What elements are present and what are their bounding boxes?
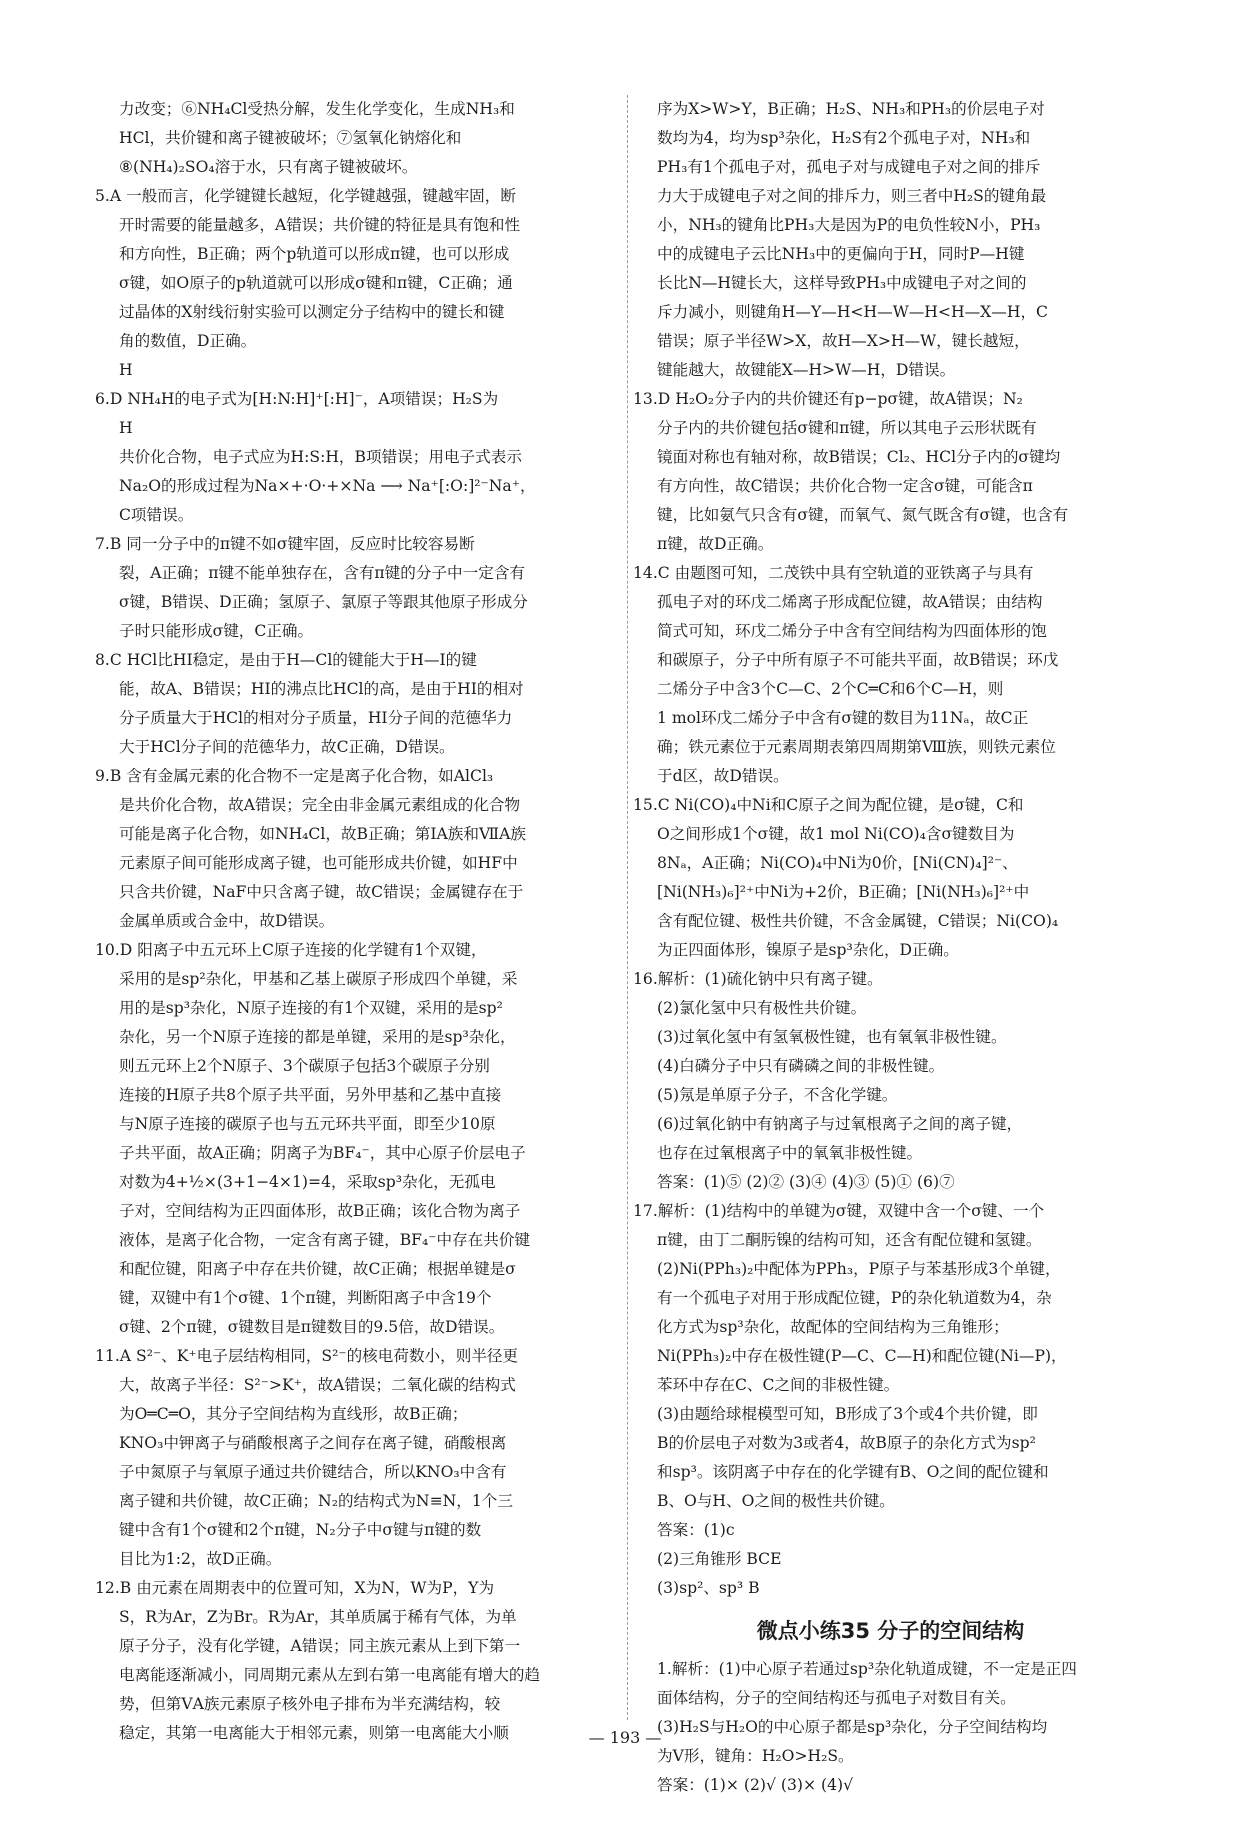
page-number: — 193 — <box>588 1728 662 1747</box>
text-line: 16.解析：(1)硫化钠中只有离子键。 <box>633 970 883 988</box>
right-column <box>633 95 1148 1800</box>
text-line: 力大于成键电子对之间的排斥力，则三者中H₂S的键角最 <box>657 187 1047 205</box>
text-line: 8.C HCl比HI稳定，是由于H—Cl的键能大于H—I的键 <box>95 651 477 669</box>
text-line: π键，由丁二酮肟镍的结构可知，还含有配位键和氢键。 <box>657 1231 1042 1249</box>
text-line: (6)过氧化钠中有钠离子与过氧根离子之间的离子键， <box>657 1115 1023 1133</box>
text-line: O之间形成1个σ键，故1 mol Ni(CO)₄含σ键数目为 <box>657 825 1015 843</box>
text-line: 答案：(1)× (2)√ (3)× (4)√ <box>657 1776 854 1794</box>
text-line: σ键、2个π键，σ键数目是π键数目的9.5倍，故D错误。 <box>119 1318 505 1336</box>
text-line: 为O═C═O，其分子空间结构为直线形，故B正确； <box>119 1405 468 1423</box>
text-line: 镜面对称也有轴对称，故B错误；Cl₂、HCl分子内的σ键均 <box>657 448 1061 466</box>
text-line: 可能是离子化合物，如NH₄Cl，故B正确；第ⅠA族和ⅦA族 <box>119 825 526 843</box>
text-line: 和方向性，B正确；两个p轨道可以形成π键，也可以形成 <box>119 245 510 263</box>
text-line: (2)Ni(PPh₃)₂中配体为PPh₃，P原子与苯基形成3个单键， <box>657 1260 1061 1278</box>
text-line: 为正四面体形，镍原子是sp³杂化，D正确。 <box>657 941 959 959</box>
text-line: 含有配位键、极性共价键，不含金属键，C错误；Ni(CO)₄ <box>657 912 1059 930</box>
text-line: Na₂O的形成过程为Na×+·O·+×Na ⟶ Na⁺[:O:]²⁻Na⁺， <box>119 477 536 495</box>
text-line: H <box>119 419 133 437</box>
text-line: 与N原子连接的碳原子也与五元环共平面，即至少10原 <box>119 1115 496 1133</box>
text-line: 数均为4，均为sp³杂化，H₂S有2个孤电子对，NH₃和 <box>657 129 1031 147</box>
text-line: 错误；原子半径W>X，故H—X>H—W，键长越短， <box>657 332 1030 350</box>
text-line: 有方向性，故C错误；共价化合物一定含σ键，可能含π <box>657 477 1033 495</box>
text-line: 金属单质或合金中，故D错误。 <box>119 912 335 930</box>
text-line: 用的是sp³杂化，N原子连接的有1个双键，采用的是sp² <box>119 999 503 1017</box>
text-line: (2)氯化氢中只有极性共价键。 <box>657 999 867 1017</box>
text-line: 也存在过氧根离子中的氧氧非极性键。 <box>657 1144 923 1162</box>
text-line: σ键，如O原子的p轨道就可以形成σ键和π键，C正确；通 <box>119 274 513 292</box>
text-line: 离子键和共价键，故C正确；N₂的结构式为N≡N，1个三 <box>119 1492 513 1510</box>
text-line: 稳定，其第一电离能大于相邻元素，则第一电离能大小顺 <box>119 1724 509 1742</box>
text-line: (4)白磷分子中只有磷磷之间的非极性键。 <box>657 1057 945 1075</box>
text-line: 开时需要的能量越多，A错误；共价键的特征是具有饱和性 <box>119 216 521 234</box>
text-line: 和配位键，阳离子中存在共价键，故C正确；根据单键是σ <box>119 1260 516 1278</box>
right-column-answers <box>633 95 1148 1603</box>
text-line: HCl，共价键和离子键被破坏；⑦氢氧化钠熔化和 <box>119 129 462 147</box>
text-line: 连接的H原子共8个原子共平面，另外甲基和乙基中直接 <box>119 1086 502 1104</box>
text-line: 有一个孤电子对用于形成配位键，P的杂化轨道数为4，杂 <box>657 1289 1052 1307</box>
text-line: 为V形，键角：H₂O>H₂S。 <box>657 1747 854 1765</box>
text-line: 6.D NH₄H的电子式为[H:N:H]⁺[:H]⁻，A项错误；H₂S为 <box>95 390 499 408</box>
text-line: 13.D H₂O₂分子内的共价键还有p−pσ键，故A错误；N₂ <box>633 390 1023 408</box>
text-line: Ni(PPh₃)₂中存在极性键(P—C、C—H)和配位键(Ni—P)， <box>657 1347 1067 1365</box>
text-line: 10.D 阳离子中五元环上C原子连接的化学键有1个双键， <box>95 941 487 959</box>
left-column <box>95 95 610 1748</box>
text-line: 小，NH₃的键角比PH₃大是因为P的电负性较N小，PH₃ <box>657 216 1041 234</box>
text-line: (5)氖是单原子分子，不含化学键。 <box>657 1086 898 1104</box>
text-line: 分子内的共价键包括σ键和π键，所以其电子云形状既有 <box>657 419 1037 437</box>
text-line: 14.C 由题图可知，二茂铁中具有空轨道的亚铁离子与具有 <box>633 564 1034 582</box>
text-line: 键，双键中有1个σ键、1个π键，判断阳离子中含19个 <box>119 1289 492 1307</box>
text-line: 5.A 一般而言，化学键键长越短，化学键越强，键越牢固，断 <box>95 187 516 205</box>
text-line: 子共平面，故A正确；阴离子为BF₄⁻，其中心原子价层电子 <box>119 1144 526 1162</box>
text-line: 只含共价键，NaF中只含离子键，故C错误；金属键存在于 <box>119 883 524 901</box>
text-line: π键，故D正确。 <box>657 535 774 553</box>
text-line: B的价层电子对数为3或者4，故B原子的杂化方式为sp² <box>657 1434 1036 1452</box>
text-line: 斥力减小，则键角H—Y—H<H—W—H<H—X—H，C <box>657 303 1048 321</box>
text-line: 面体结构，分子的空间结构还与孤电子对数目有关。 <box>657 1689 1016 1707</box>
text-line: 长比N—H键长大，这样导致PH₃中成键电子对之间的 <box>657 274 1027 292</box>
text-line: [Ni(NH₃)₆]²⁺中Ni为+2价，B正确；[Ni(NH₃)₆]²⁺中 <box>657 883 1030 901</box>
text-line: 对数为4+½×(3+1−4×1)=4，采取sp³杂化，无孤电 <box>119 1173 496 1191</box>
text-line: 键能越大，故键能X—H>W—H，D错误。 <box>657 361 956 379</box>
text-line: B、O与H、O之间的极性共价键。 <box>657 1492 895 1510</box>
text-line: 采用的是sp²杂化，甲基和乙基上碳原子形成四个单键，采 <box>119 970 518 988</box>
text-line: 和碳原子，分子中所有原子不可能共平面，故B错误；环戊 <box>657 651 1059 669</box>
text-line: 液体，是离子化合物，一定含有离子键，BF₄⁻中存在共价键 <box>119 1231 531 1249</box>
text-line: 元素原子间可能形成离子键，也可能形成共价键，如HF中 <box>119 854 518 872</box>
text-line: C项错误。 <box>119 506 194 524</box>
text-line: (3)sp²、sp³ B <box>657 1579 760 1597</box>
text-line: 能，故A、B错误；HI的沸点比HCl的高，是由于HI的相对 <box>119 680 524 698</box>
text-line: 大于HCl分子间的范德华力，故C正确，D错误。 <box>119 738 455 756</box>
text-line: 11.A S²⁻、K⁺电子层结构相同，S²⁻的核电荷数小，则半径更 <box>95 1347 519 1365</box>
text-line: 1 mol环戊二烯分子中含有σ键的数目为11Nₐ，故C正 <box>657 709 1029 727</box>
text-line: 杂化，另一个N原子连接的都是单键，采用的是sp³杂化， <box>119 1028 516 1046</box>
text-line: 确；铁元素位于元素周期表第四周期第Ⅷ族，则铁元素位 <box>657 738 1056 756</box>
text-line: 答案：(1)c <box>657 1521 735 1539</box>
text-line: 和sp³。该阴离子中存在的化学键有B、O之间的配位键和 <box>657 1463 1049 1481</box>
text-line: 势，但第ⅤA族元素原子核外电子排布为半充满结构，较 <box>119 1695 501 1713</box>
text-line: (3)过氧化氢中有氢氧极性键，也有氧氧非极性键。 <box>657 1028 1007 1046</box>
text-line: 角的数值，D正确。 <box>119 332 257 350</box>
text-line: S，R为Ar，Z为Br。R为Ar，其单质属于稀有气体，为单 <box>119 1608 517 1626</box>
text-line: 是共价化合物，故A错误；完全由非金属元素组成的化合物 <box>119 796 521 814</box>
text-line: 裂，A正确；π键不能单独存在，含有π键的分子中一定含有 <box>119 564 526 582</box>
text-line: 中的成键电子云比NH₃中的更偏向于H，同时P—H键 <box>657 245 1025 263</box>
text-line: 简式可知，环戊二烯分子中含有空间结构为四面体形的饱 <box>657 622 1047 640</box>
text-line: 子对，空间结构为正四面体形，故B正确；该化合物为离子 <box>119 1202 521 1220</box>
text-line: 于d区，故D错误。 <box>657 767 789 785</box>
text-line: 8Nₐ，A正确；Ni(CO)₄中Ni为0价，[Ni(CN)₄]²⁻、 <box>657 854 1018 872</box>
text-line: PH₃有1个孤电子对，孤电子对与成键电子对之间的排斥 <box>657 158 1041 176</box>
text-line: 电离能逐渐减小，同周期元素从左到右第一电离能有增大的趋 <box>119 1666 541 1684</box>
text-line: 12.B 由元素在周期表中的位置可知，X为N，W为P，Y为 <box>95 1579 495 1597</box>
text-line: 分子质量大于HCl的相对分子质量，HI分子间的范德华力 <box>119 709 513 727</box>
text-line: 1.解析：(1)中心原子若通过sp³杂化轨道成键，不一定是正四 <box>657 1660 1077 1678</box>
text-line: 子时只能形成σ键，C正确。 <box>119 622 314 640</box>
text-line: 共价化合物，电子式应为H:S:H，B项错误；用电子式表示 <box>119 448 522 466</box>
text-line: σ键，B错误、D正确；氢原子、氯原子等跟其他原子形成分 <box>119 593 528 611</box>
text-line: H <box>119 361 133 379</box>
text-line: 二烯分子中含3个C—C、2个C═C和6个C—H，则 <box>657 680 1004 698</box>
text-line: 子中氮原子与氧原子通过共价键结合，所以KNO₃中含有 <box>119 1463 507 1481</box>
text-line: 孤电子对的环戊二烯离子形成配位键，故A错误；由结构 <box>657 593 1043 611</box>
text-line: (3)H₂S与H₂O的中心原子都是sp³杂化，分子空间结构均 <box>657 1718 1048 1736</box>
text-line: (3)由题给球棍模型可知，B形成了3个或4个共价键，即 <box>657 1405 1038 1423</box>
text-line: 化方式为sp³杂化，故配体的空间结构为三角锥形； <box>657 1318 1009 1336</box>
text-line: (2)三角锥形 BCE <box>657 1550 782 1568</box>
text-line: 17.解析：(1)结构中的单键为σ键，双键中含一个σ键、一个 <box>633 1202 1045 1220</box>
text-line: 原子分子，没有化学键，A错误；同主族元素从上到下第一 <box>119 1637 521 1655</box>
text-line: 苯环中存在C、C之间的非极性键。 <box>657 1376 900 1394</box>
text-line: 过晶体的X射线衍射实验可以测定分子结构中的键长和键 <box>119 303 505 321</box>
text-line: 9.B 含有金属元素的化合物不一定是离子化合物，如AlCl₃ <box>95 767 494 785</box>
text-line: 键，比如氨气只含有σ键，而氧气、氮气既含有σ键，也含有 <box>657 506 1069 524</box>
text-line: 大，故离子半径：S²⁻>K⁺，故A错误；二氧化碳的结构式 <box>119 1376 516 1394</box>
text-line: 力改变；⑥NH₄Cl受热分解，发生化学变化，生成NH₃和 <box>119 100 515 118</box>
text-line: KNO₃中钾离子与硝酸根离子之间存在离子键，硝酸根离 <box>119 1434 507 1452</box>
text-line: 目比为1:2，故D正确。 <box>119 1550 282 1568</box>
text-line: 键中含有1个σ键和2个π键，N₂分子中σ键与π键的数 <box>119 1521 482 1539</box>
column-divider <box>627 95 628 1720</box>
text-line: ⑧(NH₄)₂SO₄溶于水，只有离子键被破坏。 <box>119 158 418 176</box>
text-line: 7.B 同一分子中的π键不如σ键牢固，反应时比较容易断 <box>95 535 475 553</box>
section-title: 微点小练35 分子的空间结构 <box>756 1619 1025 1643</box>
text-line: 则五元环上2个N原子、3个碳原子包括3个碳原子分别 <box>119 1057 490 1075</box>
text-line: 序为X>W>Y，B正确；H₂S、NH₃和PH₃的价层电子对 <box>657 100 1045 118</box>
text-line: 15.C Ni(CO)₄中Ni和C原子之间为配位键，是σ键，C和 <box>633 796 1024 814</box>
text-line: 答案：(1)⑤ (2)② (3)④ (4)③ (5)① (6)⑦ <box>657 1173 955 1191</box>
